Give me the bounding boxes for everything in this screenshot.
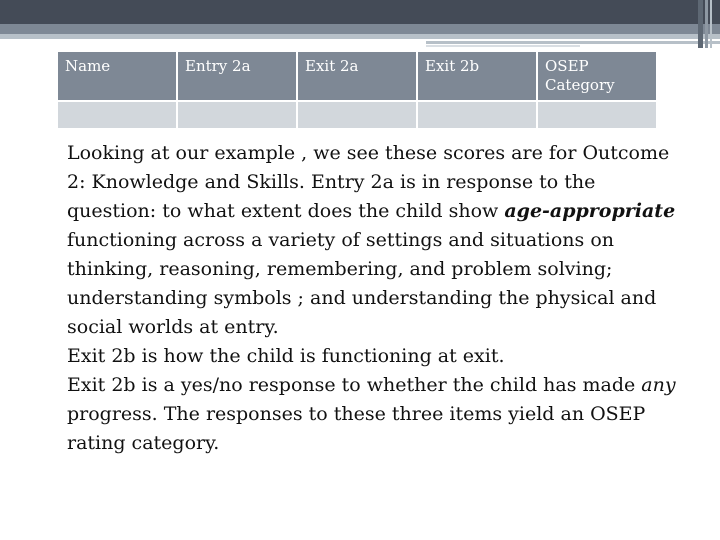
table-header-osep-category: OSEP Category xyxy=(538,52,656,100)
table-cell xyxy=(58,102,176,128)
text-span: Exit 2b is a yes/no response to whether the child has made xyxy=(67,374,642,396)
table-cell xyxy=(298,102,416,128)
text-span: progress. The responses to these three items yield an OSEP rating category. xyxy=(67,403,646,454)
table-cell xyxy=(538,102,656,128)
header-accent-line xyxy=(0,34,720,39)
body-text xyxy=(67,139,687,458)
emphasis-age-appropriate: age-appropriate xyxy=(504,200,676,222)
table-header-name: Name xyxy=(58,52,176,100)
header-bar xyxy=(0,0,720,24)
emphasis-any: any xyxy=(641,374,676,396)
table-cell xyxy=(178,102,296,128)
corner-stripe xyxy=(710,0,712,48)
score-table xyxy=(58,52,656,128)
table-header-exit-2b: Exit 2b xyxy=(418,52,536,100)
text-span: Looking at our example , we see these scores are for Outcome 2: Knowledge and Skills. Entry 2a is in response to the question: to what extent does the child show xyxy=(67,142,670,222)
paragraph-exit-explanation: Exit 2b is how the child is functioning at exit. xyxy=(67,345,505,367)
table-cell xyxy=(418,102,536,128)
corner-stripe xyxy=(705,0,708,48)
table-header-exit-2a: Exit 2a xyxy=(298,52,416,100)
corner-stripe xyxy=(698,0,703,48)
paragraph-progress-explanation xyxy=(67,371,687,458)
header-accent-bar xyxy=(0,24,720,34)
text-span: functioning across a variety of settings and situations on thinking, reasoning, remembering, and problem solving; understanding symbols ; and understanding the physical and social worlds at entry. xyxy=(67,229,657,338)
header-rule-thin xyxy=(426,45,580,47)
header-rule xyxy=(426,41,720,44)
paragraph-outcome-explanation xyxy=(67,139,687,342)
table-header-entry-2a: Entry 2a xyxy=(178,52,296,100)
